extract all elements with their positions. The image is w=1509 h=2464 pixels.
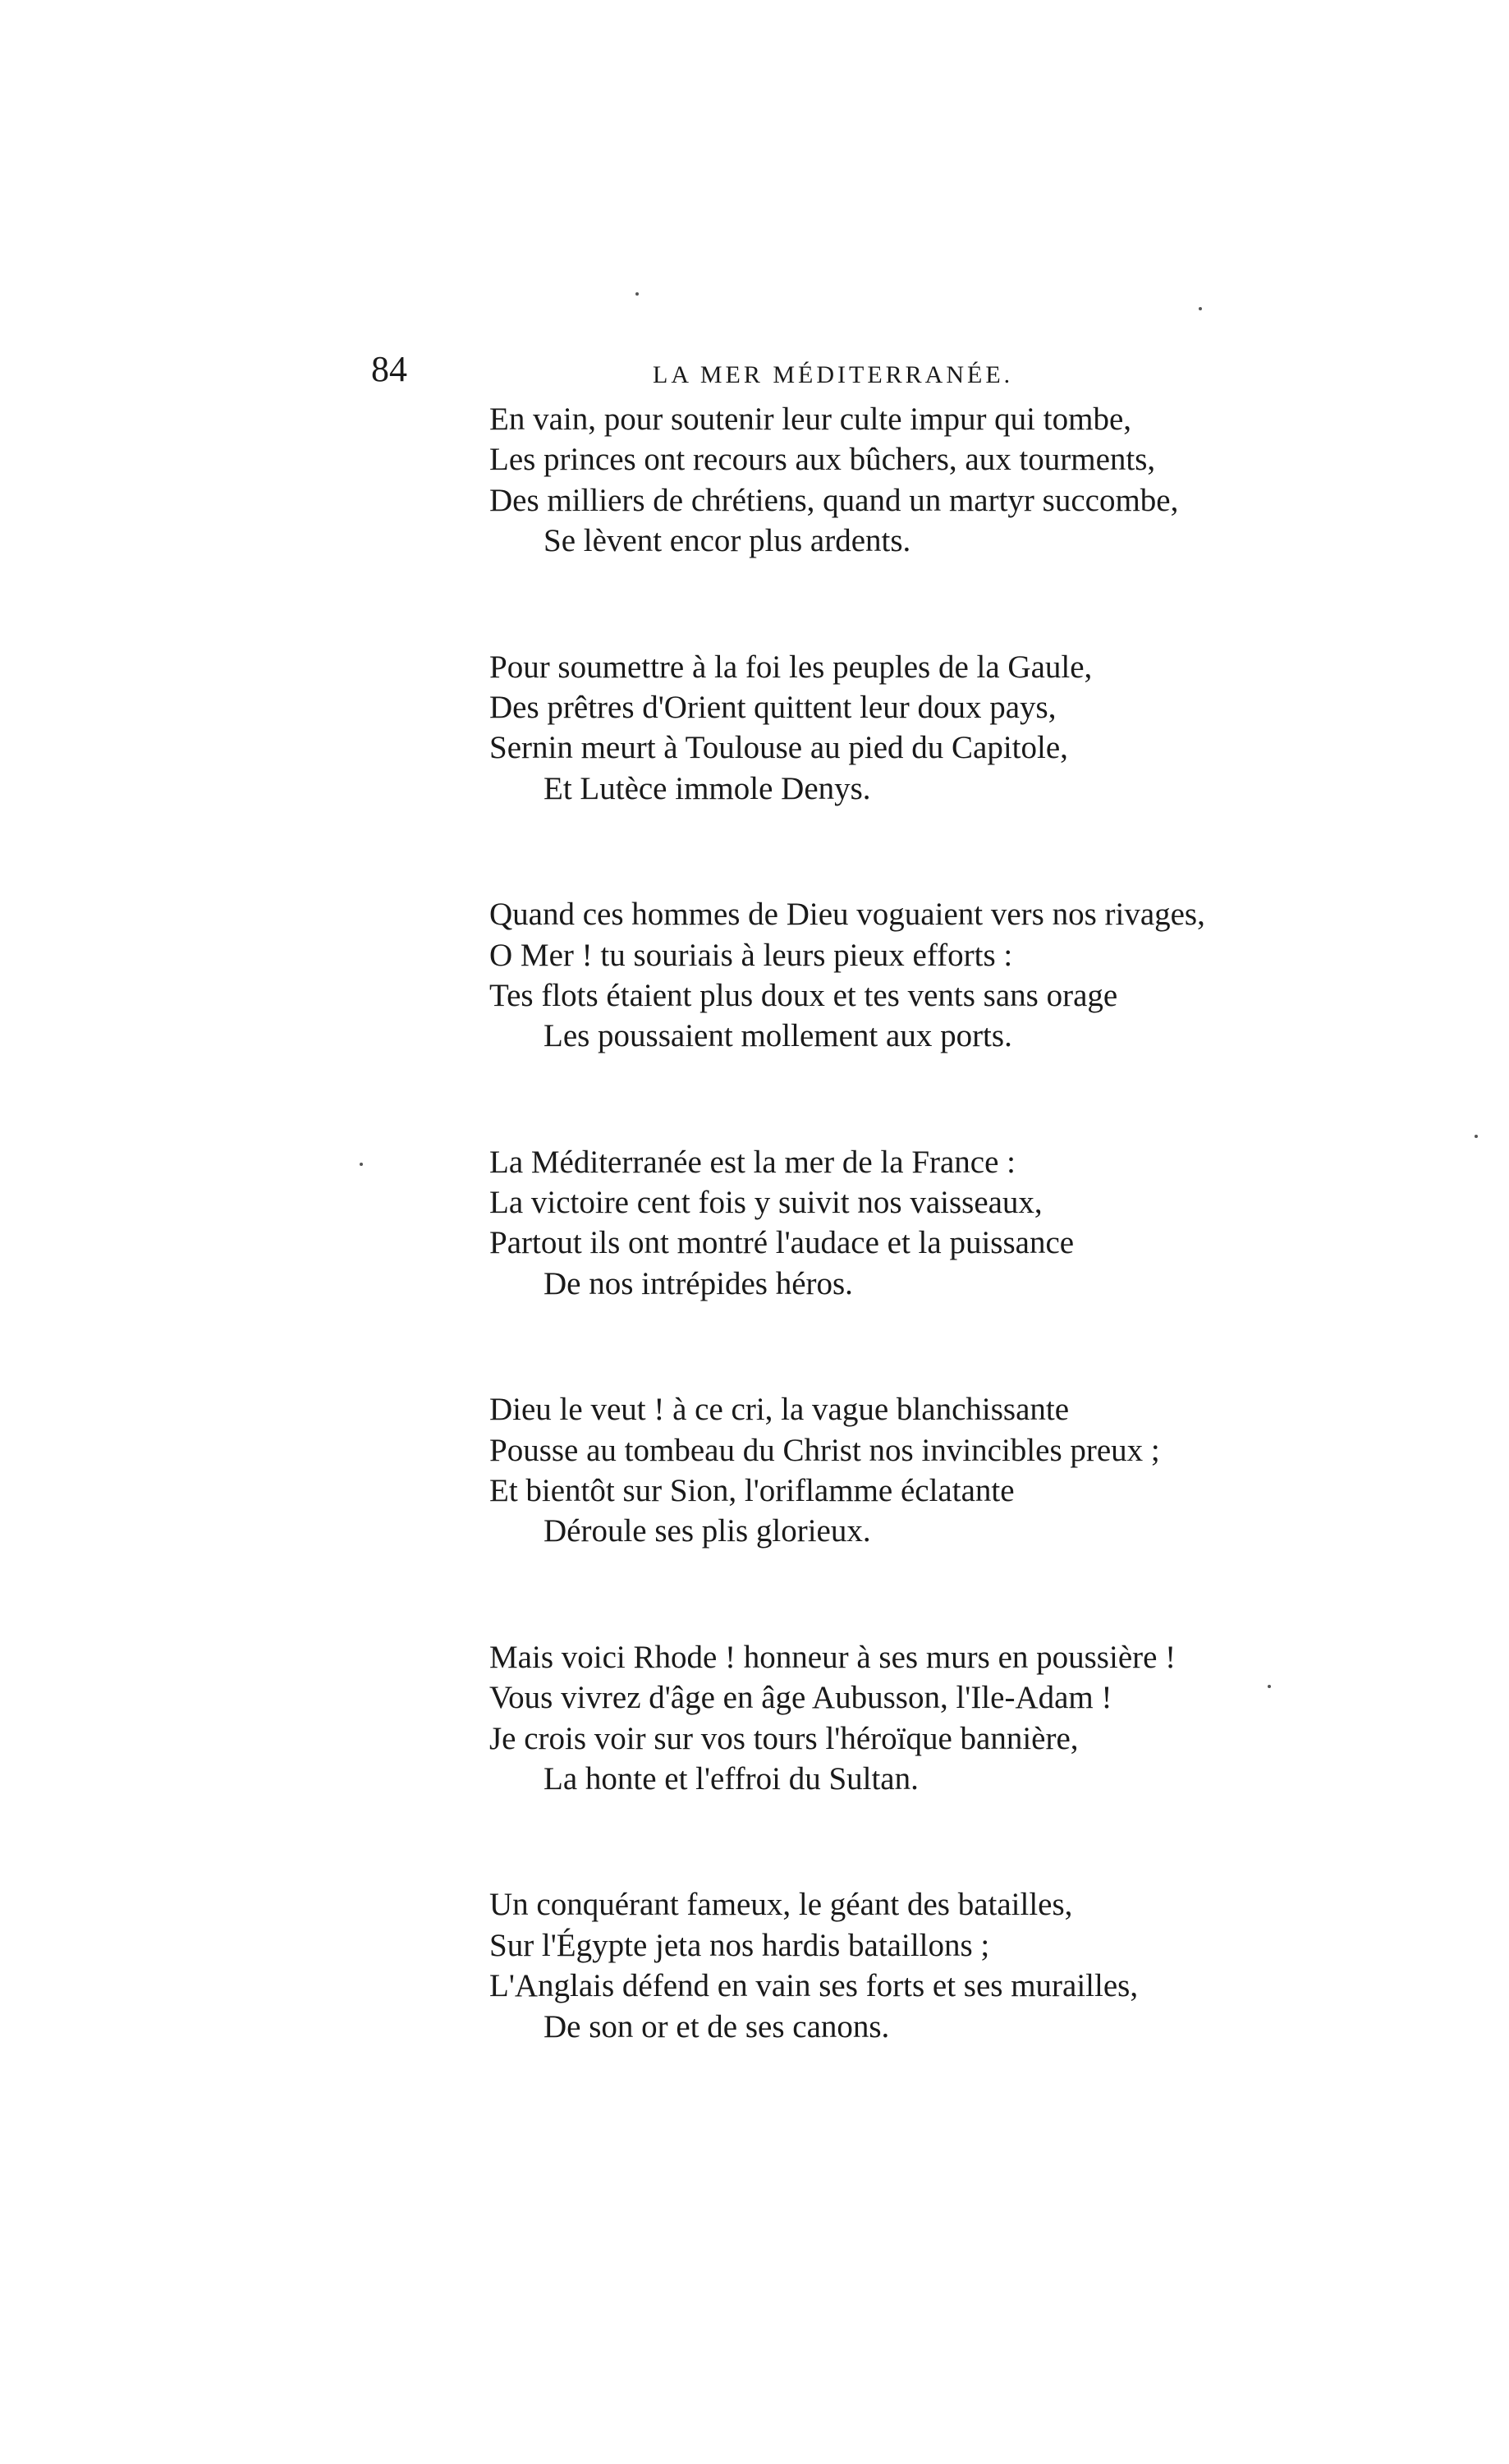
verse-line: Des milliers de chrétiens, quand un martyr succombe, xyxy=(489,482,1179,518)
verse-line: Sernin meurt à Toulouse au pied du Capitole, xyxy=(489,730,1068,766)
print-speck xyxy=(1199,307,1202,310)
running-title: LA MER MÉDITERRANÉE. xyxy=(653,361,1014,388)
verse-line: Vous vivrez d'âge en âge Aubusson, l'Ile-Adam ! xyxy=(489,1680,1112,1716)
print-speck xyxy=(1268,1685,1271,1688)
verse-line: Et bientôt sur Sion, l'oriflamme éclatante xyxy=(489,1473,1015,1509)
verse-line: Les princes ont recours aux bûchers, aux tourments, xyxy=(489,442,1156,478)
verse-line-indented: Déroule ses plis glorieux. xyxy=(544,1513,871,1549)
poem xyxy=(489,399,1205,2132)
stanza-3 xyxy=(489,894,1205,1057)
verse-line: Mais voici Rhode ! honneur à ses murs en poussière ! xyxy=(489,1639,1176,1675)
verse-line: Des prêtres d'Orient quittent leur doux pays, xyxy=(489,689,1057,725)
verse-line-indented: De son or et de ses canons. xyxy=(544,2008,890,2044)
page-number: 84 xyxy=(371,349,407,389)
print-speck xyxy=(360,1163,363,1166)
stanza-1 xyxy=(489,399,1205,562)
verse-line: Pour soumettre à la foi les peuples de la Gaule, xyxy=(489,649,1093,685)
verse-line: Partout ils ont montré l'audace et la puissance xyxy=(489,1225,1075,1261)
stanza-7 xyxy=(489,1884,1205,2047)
stanza-5 xyxy=(489,1389,1205,1552)
print-speck xyxy=(1475,1135,1478,1138)
verse-line-indented: La honte et l'effroi du Sultan. xyxy=(544,1760,919,1796)
verse-line: L'Anglais défend en vain ses forts et ses murailles, xyxy=(489,1968,1139,2004)
verse-line: En vain, pour soutenir leur culte impur qui tombe, xyxy=(489,401,1131,437)
stanza-4 xyxy=(489,1142,1205,1305)
verse-line-indented: Se lèvent encor plus ardents. xyxy=(544,523,911,559)
verse-line: Tes flots étaient plus doux et tes vents sans orage xyxy=(489,977,1118,1013)
verse-line: Pousse au tombeau du Christ nos invincibles preux ; xyxy=(489,1432,1160,1468)
verse-line: Un conquérant fameux, le géant des batailles, xyxy=(489,1887,1073,1923)
verse-line-indented: Les poussaient mollement aux ports. xyxy=(544,1018,1012,1054)
verse-line: Je crois voir sur vos tours l'héroïque bannière, xyxy=(489,1720,1079,1756)
verse-line-indented: Et Lutèce immole Denys. xyxy=(544,770,871,806)
verse-line: Sur l'Égypte jeta nos hardis bataillons ; xyxy=(489,1927,990,1963)
verse-line: Quand ces hommes de Dieu voguaient vers nos rivages, xyxy=(489,897,1205,933)
verse-line: La Méditerranée est la mer de la France : xyxy=(489,1144,1016,1180)
verse-line: O Mer ! tu souriais à leurs pieux efforts : xyxy=(489,937,1013,973)
stanza-6 xyxy=(489,1637,1205,1800)
stanza-2 xyxy=(489,647,1205,810)
verse-line-indented: De nos intrépides héros. xyxy=(544,1265,853,1301)
verse-line: La victoire cent fois y suivit nos vaisseaux, xyxy=(489,1185,1043,1221)
print-speck xyxy=(635,292,639,296)
verse-line: Dieu le veut ! à ce cri, la vague blanchissante xyxy=(489,1392,1070,1428)
